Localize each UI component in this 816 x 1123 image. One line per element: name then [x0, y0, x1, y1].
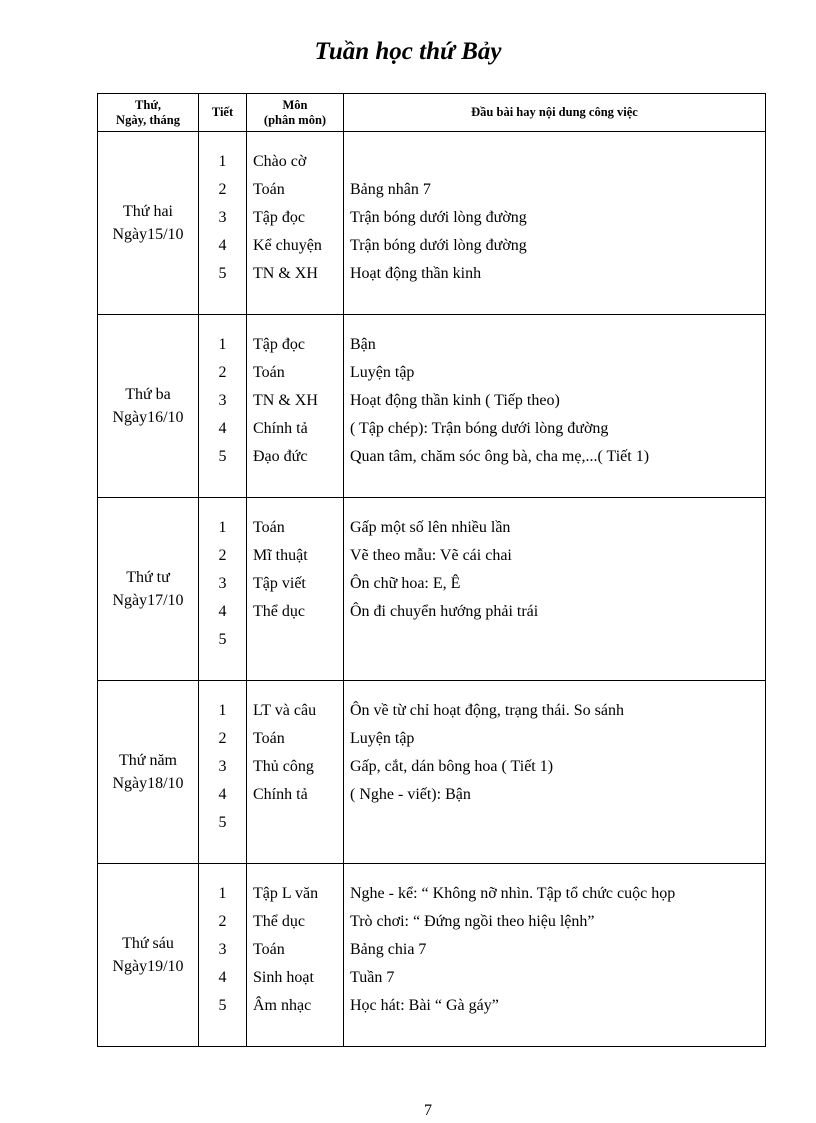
contents-list: [344, 498, 765, 654]
header-subject: [247, 94, 344, 132]
header-subject-line1: Môn: [282, 97, 308, 112]
subject-name: Thể dục: [253, 913, 305, 930]
subjects-list: [247, 498, 343, 654]
header-row: [98, 94, 766, 132]
subjects-list: [247, 132, 343, 288]
period-number: 2: [218, 181, 227, 198]
contents-cell: [344, 132, 766, 315]
subject-name: Toán: [253, 941, 285, 958]
schedule-table: [97, 93, 766, 1047]
lesson-content: Nghe - kể: “ Không nỡ nhìn. Tập tổ chức cuộc họp: [350, 885, 676, 902]
lesson-content: Bận: [350, 336, 376, 353]
day-cell: [98, 681, 199, 864]
day-date: Ngày15/10: [112, 226, 184, 243]
subject-name: TN & XH: [253, 392, 318, 409]
lesson-content: [350, 148, 765, 176]
subject-name: Toán: [253, 364, 285, 381]
period-number: 1: [218, 153, 227, 170]
subject-name: [253, 626, 343, 654]
period-number: 1: [218, 885, 227, 902]
subject-name: Đạo đức: [253, 448, 308, 465]
subject-name: Tập L văn: [253, 885, 319, 902]
subject-name: Toán: [253, 181, 285, 198]
day-date: Ngày19/10: [112, 958, 184, 975]
period-number: 4: [218, 969, 227, 986]
contents-cell: [344, 681, 766, 864]
lesson-content: ( Nghe - viết): Bận: [350, 786, 471, 803]
period-number: 3: [218, 575, 227, 592]
subject-name: Chính tả: [253, 420, 308, 437]
subject-name: Tập đọc: [253, 336, 305, 353]
period-number: 4: [218, 237, 227, 254]
day-name: Thứ sáu: [122, 935, 174, 952]
lesson-content: Ôn đi chuyển hướng phải trái: [350, 603, 539, 620]
subject-name: Thủ công: [253, 758, 314, 775]
periods-cell: [199, 498, 247, 681]
subjects-list: [247, 681, 343, 837]
subjects-list: [247, 315, 343, 471]
lesson-content: Trò chơi: “ Đứng ngồi theo hiệu lệnh”: [350, 913, 595, 930]
subject-name: Âm nhạc: [253, 997, 312, 1014]
period-number: 2: [218, 364, 227, 381]
subject-name: [253, 809, 343, 837]
period-number: 3: [218, 758, 227, 775]
day-row: [98, 864, 766, 1047]
lesson-content: Hoạt động thần kinh: [350, 265, 482, 282]
lesson-content: Học hát: Bài “ Gà gáy”: [350, 997, 499, 1014]
day-cell: [98, 864, 199, 1047]
period-number: 3: [218, 941, 227, 958]
header-content: Đầu bài hay nội dung công việc: [344, 94, 766, 132]
subjects-cell: [247, 681, 344, 864]
day-date: Ngày18/10: [112, 775, 184, 792]
day-row: [98, 132, 766, 315]
subjects-list: [247, 864, 343, 1020]
subject-name: Tập viết: [253, 575, 306, 592]
lesson-content: Gấp, cắt, dán bông hoa ( Tiết 1): [350, 758, 554, 775]
subject-name: Toán: [253, 730, 285, 747]
day-row: [98, 498, 766, 681]
header-subject-line2: (phân môn): [263, 112, 327, 127]
lesson-content: [350, 809, 765, 837]
periods-list: [199, 864, 246, 1020]
period-number: 5: [218, 631, 227, 648]
period-number: 1: [218, 702, 227, 719]
day-row: [98, 315, 766, 498]
day-cell: [98, 498, 199, 681]
lesson-content: Bảng nhân 7: [350, 181, 431, 198]
contents-list: [344, 864, 765, 1020]
periods-cell: [199, 132, 247, 315]
period-number: 3: [218, 392, 227, 409]
period-number: 5: [218, 814, 227, 831]
periods-cell: [199, 315, 247, 498]
periods-list: [199, 681, 246, 837]
day-date: Ngày17/10: [112, 592, 184, 609]
period-number: 5: [218, 265, 227, 282]
subject-name: TN & XH: [253, 265, 318, 282]
period-number: 4: [218, 603, 227, 620]
day-name: Thứ năm: [119, 752, 177, 769]
period-number: 4: [218, 420, 227, 437]
subject-name: Kể chuyện: [253, 237, 322, 254]
period-number: 5: [218, 448, 227, 465]
contents-cell: [344, 315, 766, 498]
lesson-content: Hoạt động thần kinh ( Tiếp theo): [350, 392, 560, 409]
day-name: Thứ ba: [125, 386, 171, 403]
contents-cell: [344, 498, 766, 681]
lesson-content: Tuần 7: [350, 969, 395, 986]
contents-list: [344, 681, 765, 837]
subject-name: LT và câu: [253, 702, 317, 719]
periods-list: [199, 132, 246, 288]
periods-cell: [199, 681, 247, 864]
period-number: 1: [218, 519, 227, 536]
header-period: Tiết: [199, 94, 247, 132]
period-number: 2: [218, 913, 227, 930]
lesson-content: [350, 626, 765, 654]
day-cell: [98, 315, 199, 498]
header-day-line2: Ngày, tháng: [116, 112, 180, 127]
period-number: 1: [218, 336, 227, 353]
lesson-content: Ôn chữ hoa: E, Ê: [350, 575, 461, 592]
lesson-content: Luyện tập: [350, 730, 415, 747]
subject-name: Mĩ thuật: [253, 547, 308, 564]
day-date: Ngày16/10: [112, 409, 184, 426]
lesson-content: Trận bóng dưới lòng đường: [350, 237, 527, 254]
period-number: 4: [218, 786, 227, 803]
day-name: Thứ tư: [126, 569, 170, 586]
contents-list: [344, 132, 765, 288]
periods-list: [199, 498, 246, 654]
period-number: 5: [218, 997, 227, 1014]
lesson-content: Luyện tập: [350, 364, 415, 381]
lesson-content: Quan tâm, chăm sóc ông bà, cha mẹ,...( Tiết 1): [350, 448, 650, 465]
subjects-cell: [247, 498, 344, 681]
header-day-line1: Thứ,: [135, 97, 161, 112]
page-title: Tuần học thứ Bảy: [314, 38, 502, 65]
day-name: Thứ hai: [123, 203, 173, 220]
subject-name: Chính tả: [253, 786, 308, 803]
subjects-cell: [247, 315, 344, 498]
period-number: 2: [218, 730, 227, 747]
day-cell: [98, 132, 199, 315]
subject-name: Tập đọc: [253, 209, 305, 226]
subject-name: Chào cờ: [253, 153, 307, 170]
lesson-content: Ôn về từ chỉ hoạt động, trạng thái. So sánh: [350, 702, 624, 719]
lesson-content: Trận bóng dưới lòng đường: [350, 209, 527, 226]
subjects-cell: [247, 132, 344, 315]
subjects-cell: [247, 864, 344, 1047]
periods-cell: [199, 864, 247, 1047]
period-number: 3: [218, 209, 227, 226]
subject-name: Toán: [253, 519, 285, 536]
lesson-content: ( Tập chép): Trận bóng dưới lòng đường: [350, 420, 609, 437]
contents-list: [344, 315, 765, 471]
subject-name: Sinh hoạt: [253, 969, 314, 986]
contents-cell: [344, 864, 766, 1047]
lesson-content: Vẽ theo mẫu: Vẽ cái chai: [350, 547, 512, 564]
periods-list: [199, 315, 246, 471]
lesson-content: Bảng chia 7: [350, 941, 427, 958]
lesson-content: Gấp một số lên nhiều lần: [350, 519, 511, 536]
period-number: 2: [218, 547, 227, 564]
header-day: [98, 94, 199, 132]
page-number: 7: [424, 1102, 432, 1119]
subject-name: Thể dục: [253, 603, 305, 620]
day-row: [98, 681, 766, 864]
